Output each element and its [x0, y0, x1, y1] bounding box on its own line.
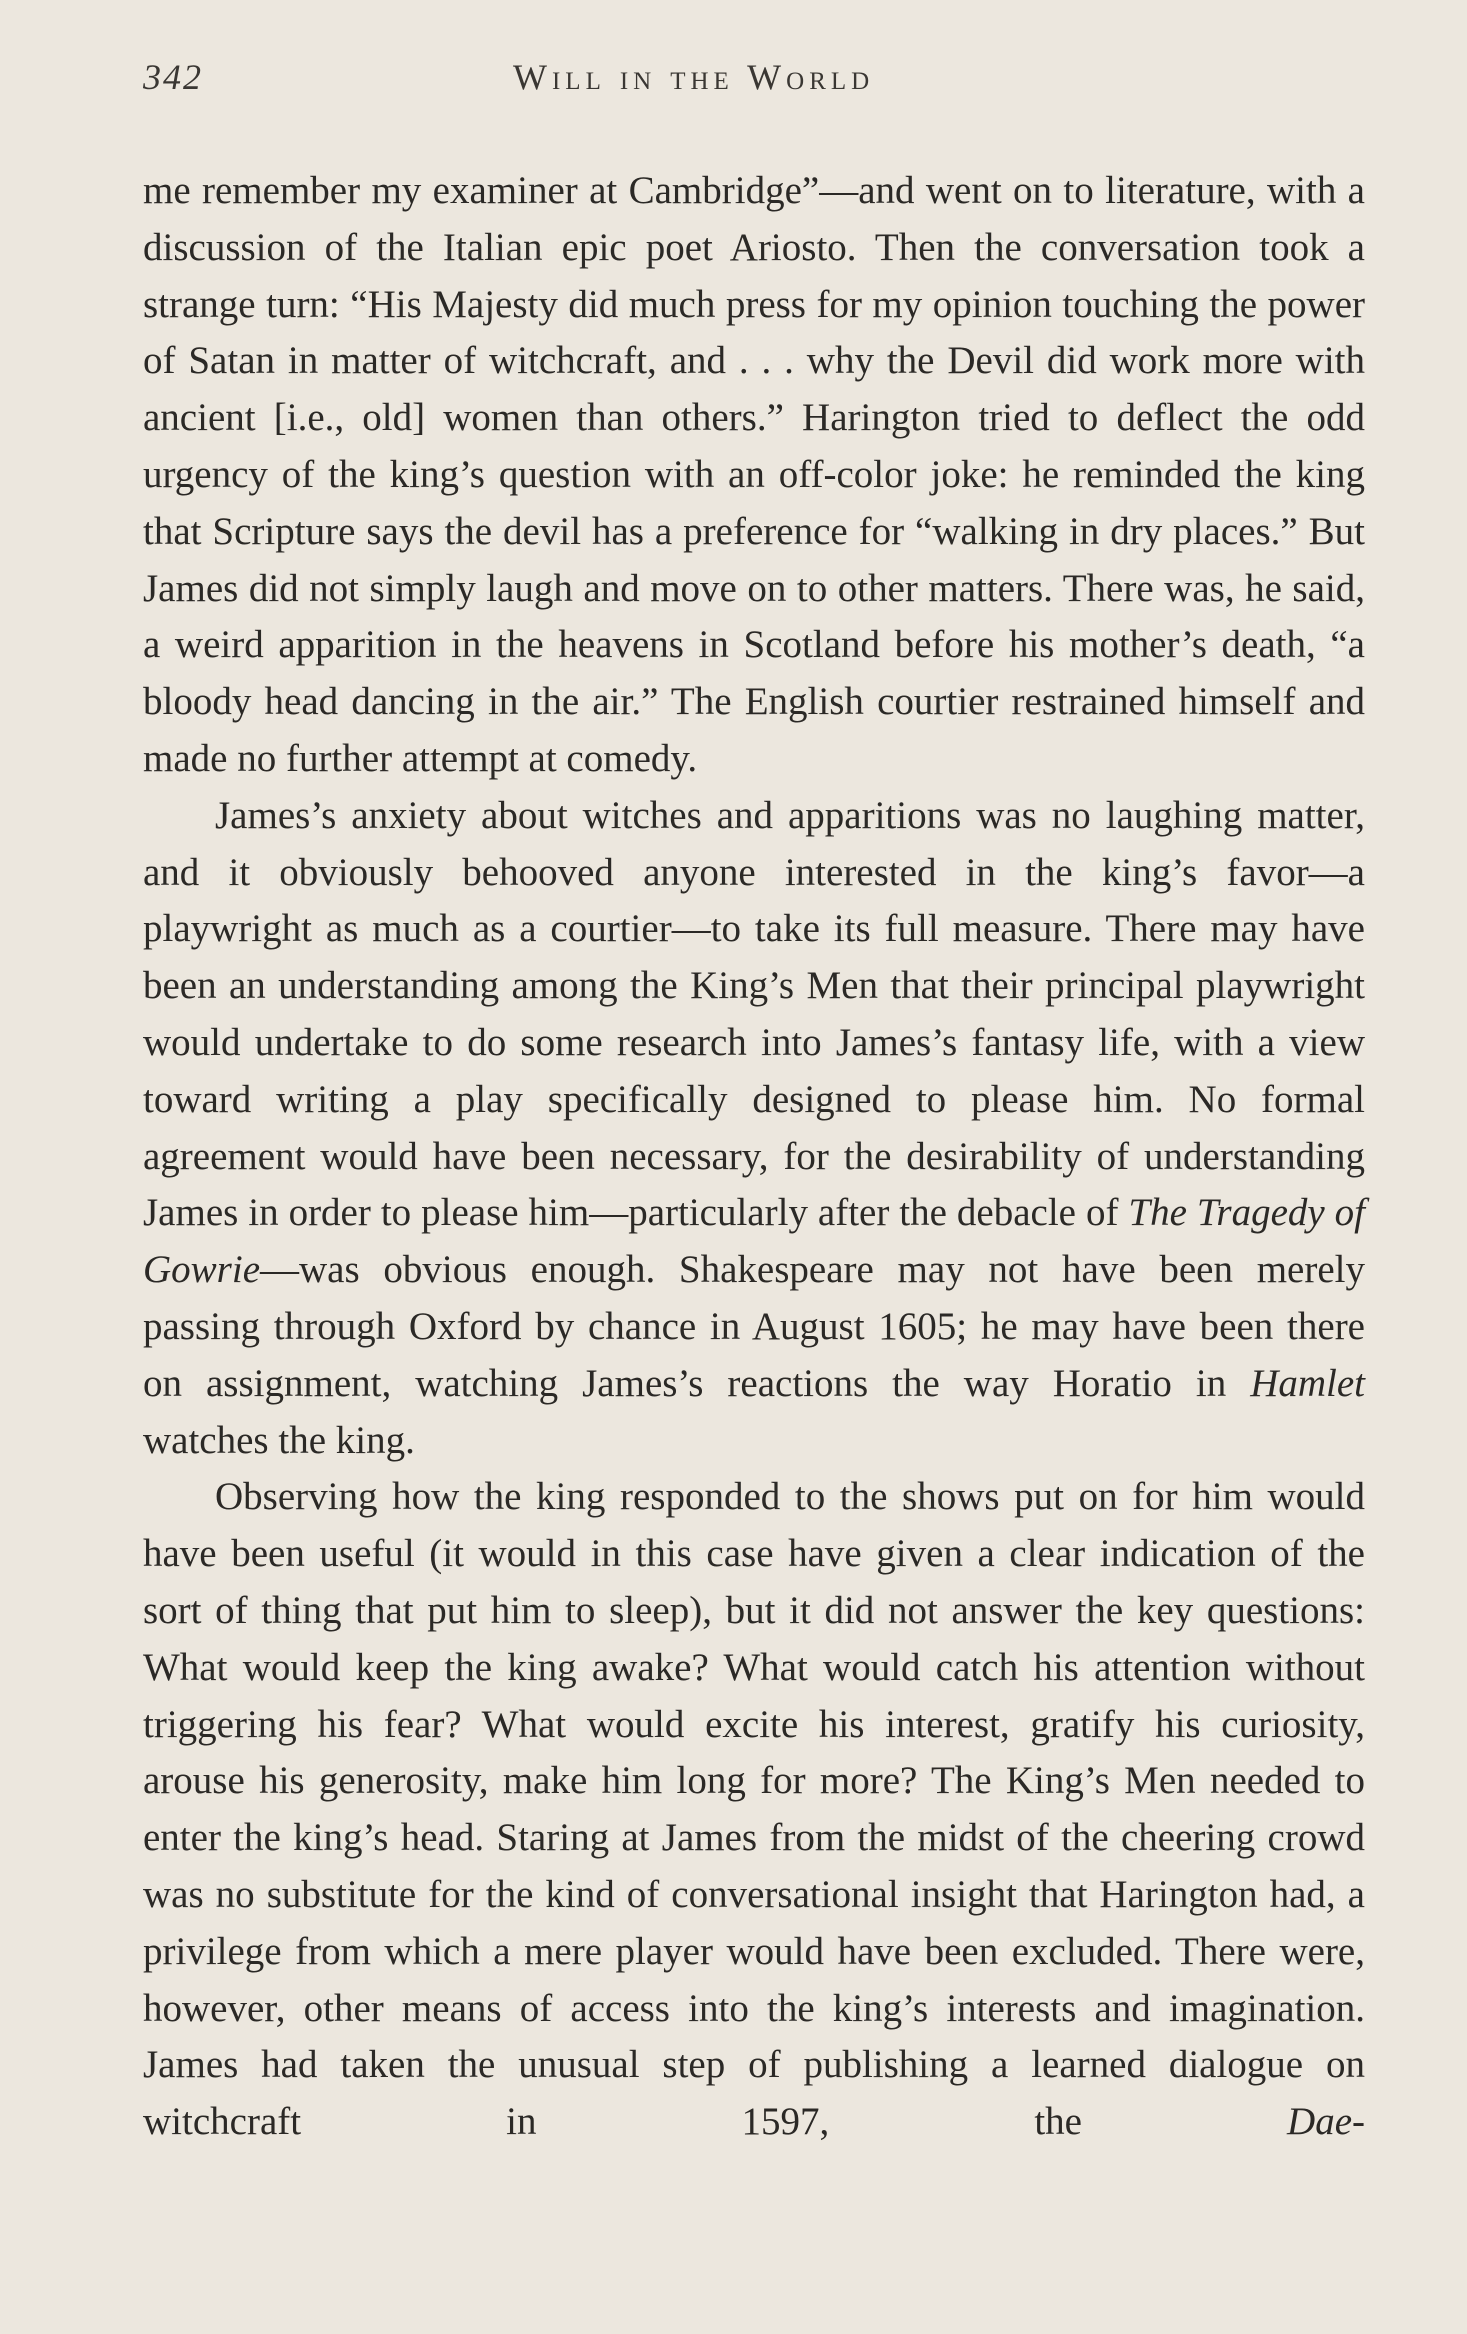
paragraph-text: watches the king.	[143, 1418, 415, 1462]
paragraph-1	[143, 163, 1365, 788]
body-text	[143, 163, 1365, 2151]
paragraph-2	[143, 788, 1365, 1470]
page-number: 342	[143, 57, 203, 97]
paragraph-text: James’s anxiety about witches and apparitions was no laughing matter, and it obviously behooved anyone interested in the king’s favor—a playwright as much as a courtier—to take its full measure. There may have been an understanding among the King’s Men that their principal playwright would undertake to do some research into James’s fantasy life, with a view toward writing a play specifically designed to please him. No formal agreement would have been necessary, for the desirability of understanding James in order to please him—particularly after the debacle of	[143, 793, 1365, 1235]
play-title-hamlet: Hamlet	[1250, 1361, 1365, 1405]
book-title-daemonologie-fragment: Dae-	[1287, 2100, 1365, 2144]
paragraph-text: —was obvious enough. Shakespeare may not have been merely passing through Oxford by chance in August 1605; he may have been there on assignment, watching James’s reactions the way Horatio in	[143, 1248, 1365, 1405]
paragraph-text: Observing how the king responded to the shows put on for him would have been useful (it would in this case have given a clear indication of the sort of thing that put him to sleep), but it did not answer the key questions: What would keep the king awake? What would catch his attention without triggering his fear? What would excite his interest, gratify his curiosity, arouse his generosity, make him long for more? The King’s Men needed to enter the king’s head. Staring at James from the midst of the cheering crowd was no substitute for the kind of conversational insight that Harington had, a privilege from which a mere player would have been excluded. There were, however, other means of access into the king’s interests and imagination. James had taken the unusual step of publishing a learned dialogue on witchcraft in 1597, the	[143, 1475, 1365, 2144]
paragraph-3	[143, 1469, 1365, 2151]
book-title: Will in the World	[513, 57, 875, 97]
play-title-tragedy-of-gowrie: The Tragedy of Gowrie	[143, 1191, 1366, 1292]
paragraph-text: me remember my examiner at Cambridge”—and went on to literature, with a discussion of the Italian epic poet Ariosto. Then the conversation took a strange turn: “His Majesty did much press for my opinion touching the power of Satan in matter of witchcraft, and . . . why the Devil did work more with ancient [i.e., old] women than others.” Harington tried to deflect the odd urgency of the king’s question with an off-color joke: he reminded the king that Scripture says the devil has a preference for “walking in dry places.” But James did not simply laugh and move on to other matters. There was, he said, a weird apparition in the heavens in Scotland before his mother’s death, “a bloody head dancing in the air.” The English courtier restrained himself and made no further attempt at comedy.	[143, 169, 1365, 780]
running-head	[143, 56, 1365, 106]
